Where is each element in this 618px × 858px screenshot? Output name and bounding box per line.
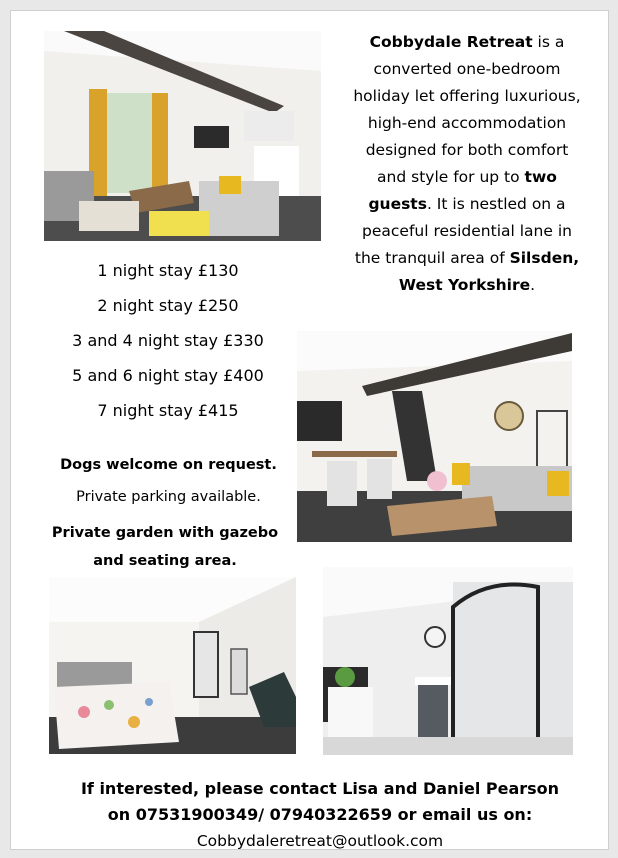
location: Silsden, West Yorkshire <box>398 249 580 294</box>
dogs-welcome-note: Dogs welcome on request. <box>60 457 277 473</box>
intro-paragraph: Cobbydale Retreat is a converted one-bedroom holiday let offering luxurious, high-end accommodation designed for both comfort and style for up to two guests. It is nestled on a peaceful residential lane in the tranquil area of Silsden, West Yorkshire. <box>353 33 581 294</box>
contact-phone: on 07531900349/ 07940322659 or email us on: <box>107 805 533 824</box>
bedroom-photo <box>49 577 296 754</box>
contact-block <box>31 776 609 854</box>
price-item: 7 night stay £415 <box>97 401 239 420</box>
garden-note: Private garden with gazebo and seating area. <box>51 525 279 569</box>
price-item: 1 night stay £130 <box>97 261 239 280</box>
living-room-photo <box>44 31 321 241</box>
contact-email[interactable]: Cobbydaleretreat@outlook.com <box>196 832 444 850</box>
price-item: 5 and 6 night stay £400 <box>72 366 264 385</box>
shower-room-photo <box>323 567 573 755</box>
flyer-page <box>10 10 609 850</box>
price-item: 3 and 4 night stay £330 <box>72 331 264 350</box>
property-name: Cobbydale Retreat <box>369 33 533 51</box>
price-list <box>53 257 283 432</box>
parking-note: Private parking available. <box>76 489 261 505</box>
dining-area-photo <box>297 331 572 542</box>
contact-names: If interested, please contact Lisa and Daniel Pearson <box>80 779 560 798</box>
price-item: 2 night stay £250 <box>97 296 239 315</box>
guest-count: two guests <box>368 168 557 213</box>
